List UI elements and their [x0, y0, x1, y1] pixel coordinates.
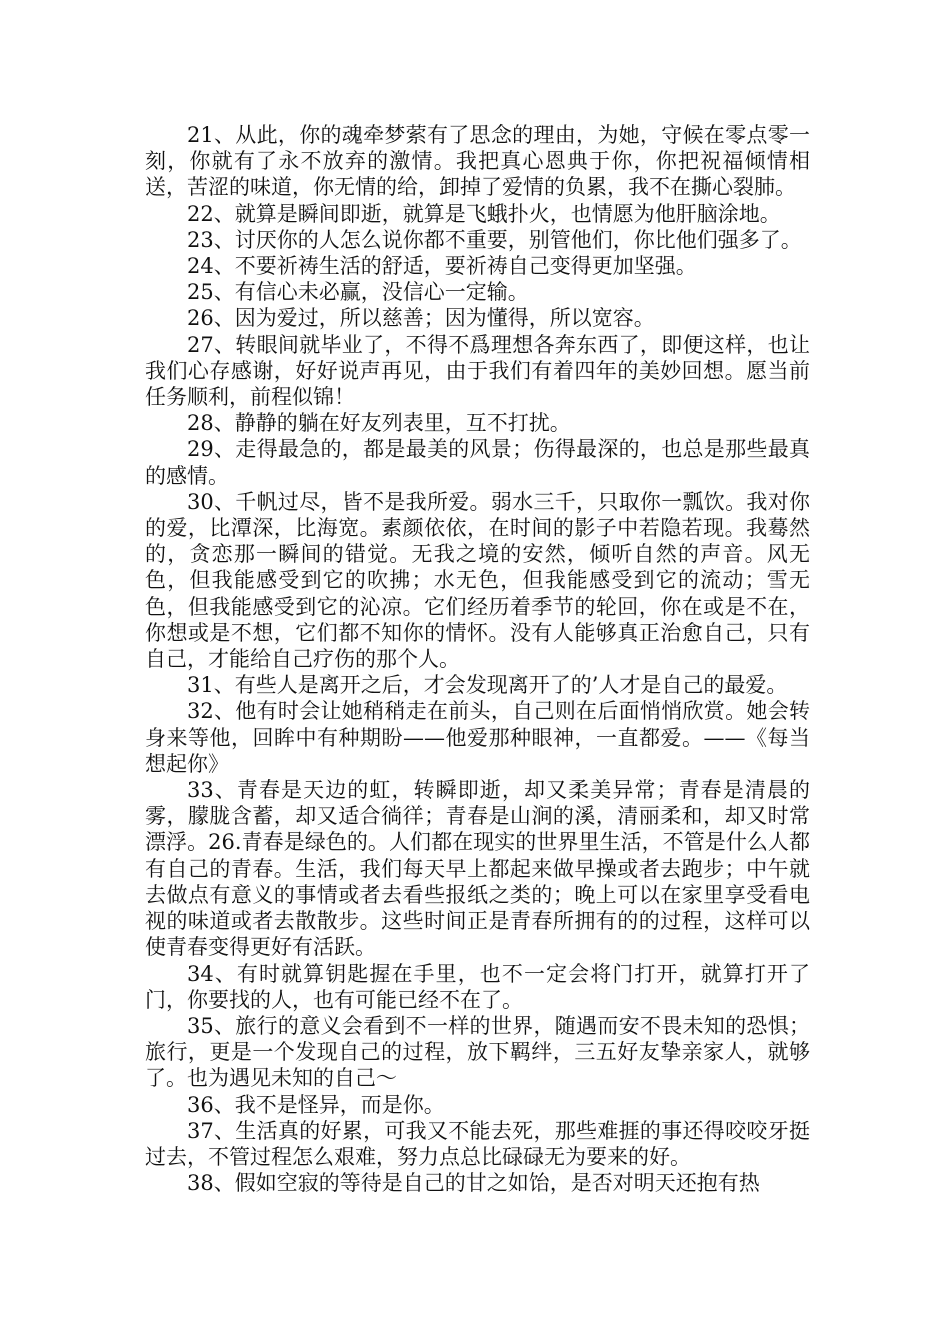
paragraph-29: 29、走得最急的，都是最美的风景；伤得最深的，也总是那些最真的感情。 — [145, 437, 810, 488]
paragraph-22: 22、就算是瞬间即逝，就算是飞蛾扑火，也情愿为他肝脑涂地。 — [187, 201, 781, 226]
paragraph-36: 36、我不是怪异，而是你。 — [187, 1092, 445, 1117]
paragraph-38: 38、假如空寂的等待是自己的甘之如饴，是否对明天还抱有热 — [187, 1171, 760, 1196]
paragraph-32: 32、他有时会让她稍稍走在前头，自己则在后面悄悄欣赏。她会转身来等他，回眸中有种期盼——他爱那种眼神，一直都爱。——《每当想起你》 — [145, 699, 810, 776]
paragraph-25: 25、有信心未必赢，没信心一定输。 — [187, 280, 529, 305]
paragraph-33: 33、青春是天边的虹，转瞬即逝，却又柔美异常；青春是清晨的雾，朦胧含蓄，却又适合徜徉；青春是山涧的溪，清丽柔和，却又时常漂浮。26.青春是绿色的。人们都在现实的世界里生活，不管是什么人都有自己的青春。生活，我们每天早上都起来做早操或者去跑步；中午就去做点有意义的事情或者去看些报纸之类的；晚上可以在家里享受看电视的味道或者去散散步。这些时间正是青春所拥有的的过程，这样可以使青春变得更好有活跃。 — [145, 778, 810, 960]
paragraph-37: 37、生活真的好累，可我又不能去死，那些难捱的事还得咬咬牙挺过去，不管过程怎么艰难，努力点总比碌碌无为要来的好。 — [145, 1118, 810, 1169]
document-page — [145, 122, 810, 1196]
paragraph-34: 34、有时就算钥匙握在手里，也不一定会将门打开，就算打开了门，你要找的人，也有可能已经不在了。 — [145, 961, 810, 1012]
paragraph-26: 26、因为爱过，所以慈善；因为懂得，所以宽容。 — [187, 306, 655, 331]
paragraph-21: 21、从此，你的魂牵梦萦有了思念的理由，为她，守候在零点零一刻，你就有了永不放弃的激情。我把真心恩典于你，你把祝福倾情相送，苦涩的味道，你无情的给，卸掉了爱情的负累，我不在撕心裂肺。 — [145, 123, 810, 200]
paragraph-24: 24、不要祈祷生活的舒适，要祈祷自己变得更加坚强。 — [187, 254, 697, 279]
paragraph-30: 30、千帆过尽，皆不是我所爱。弱水三千，只取你一瓢饮。我对你的爱，比潭深，比海宽。素颜依依，在时间的影子中若隐若现。我蓦然的，贪恋那一瞬间的错觉。无我之境的安然，倾听自然的声音。风无色，但我能感受到它的吹拂；水无色，但我能感受到它的流动；雪无色，但我能感受到它的沁凉。它们经历着季节的轮回，你在或是不在，你想或是不想，它们都不知你的情怀。没有人能够真正治愈自己，只有自己，才能给自己疗伤的那个人。 — [145, 489, 810, 672]
paragraph-31: 31、有些人是离开之后，才会发现离开了的’人才是自己的最爱。 — [187, 673, 788, 698]
paragraph-28: 28、静静的躺在好友列表里，互不打扰。 — [187, 411, 571, 436]
paragraph-23: 23、讨厌你的人怎么说你都不重要，别管他们，你比他们强多了。 — [187, 227, 802, 252]
paragraph-35: 35、旅行的意义会看到不一样的世界，随遇而安不畏未知的恐惧；旅行，更是一个发现自己的过程，放下羁绊，三五好友挚亲家人，就够了。也为遇见未知的自己～ — [145, 1013, 810, 1091]
paragraph-27: 27、转眼间就毕业了，不得不爲理想各奔东西了，即便这样，也让我们心存感谢，好好说声再见，由于我们有着四年的美妙回想。愿当前任务顺利，前程似锦！ — [145, 332, 810, 410]
